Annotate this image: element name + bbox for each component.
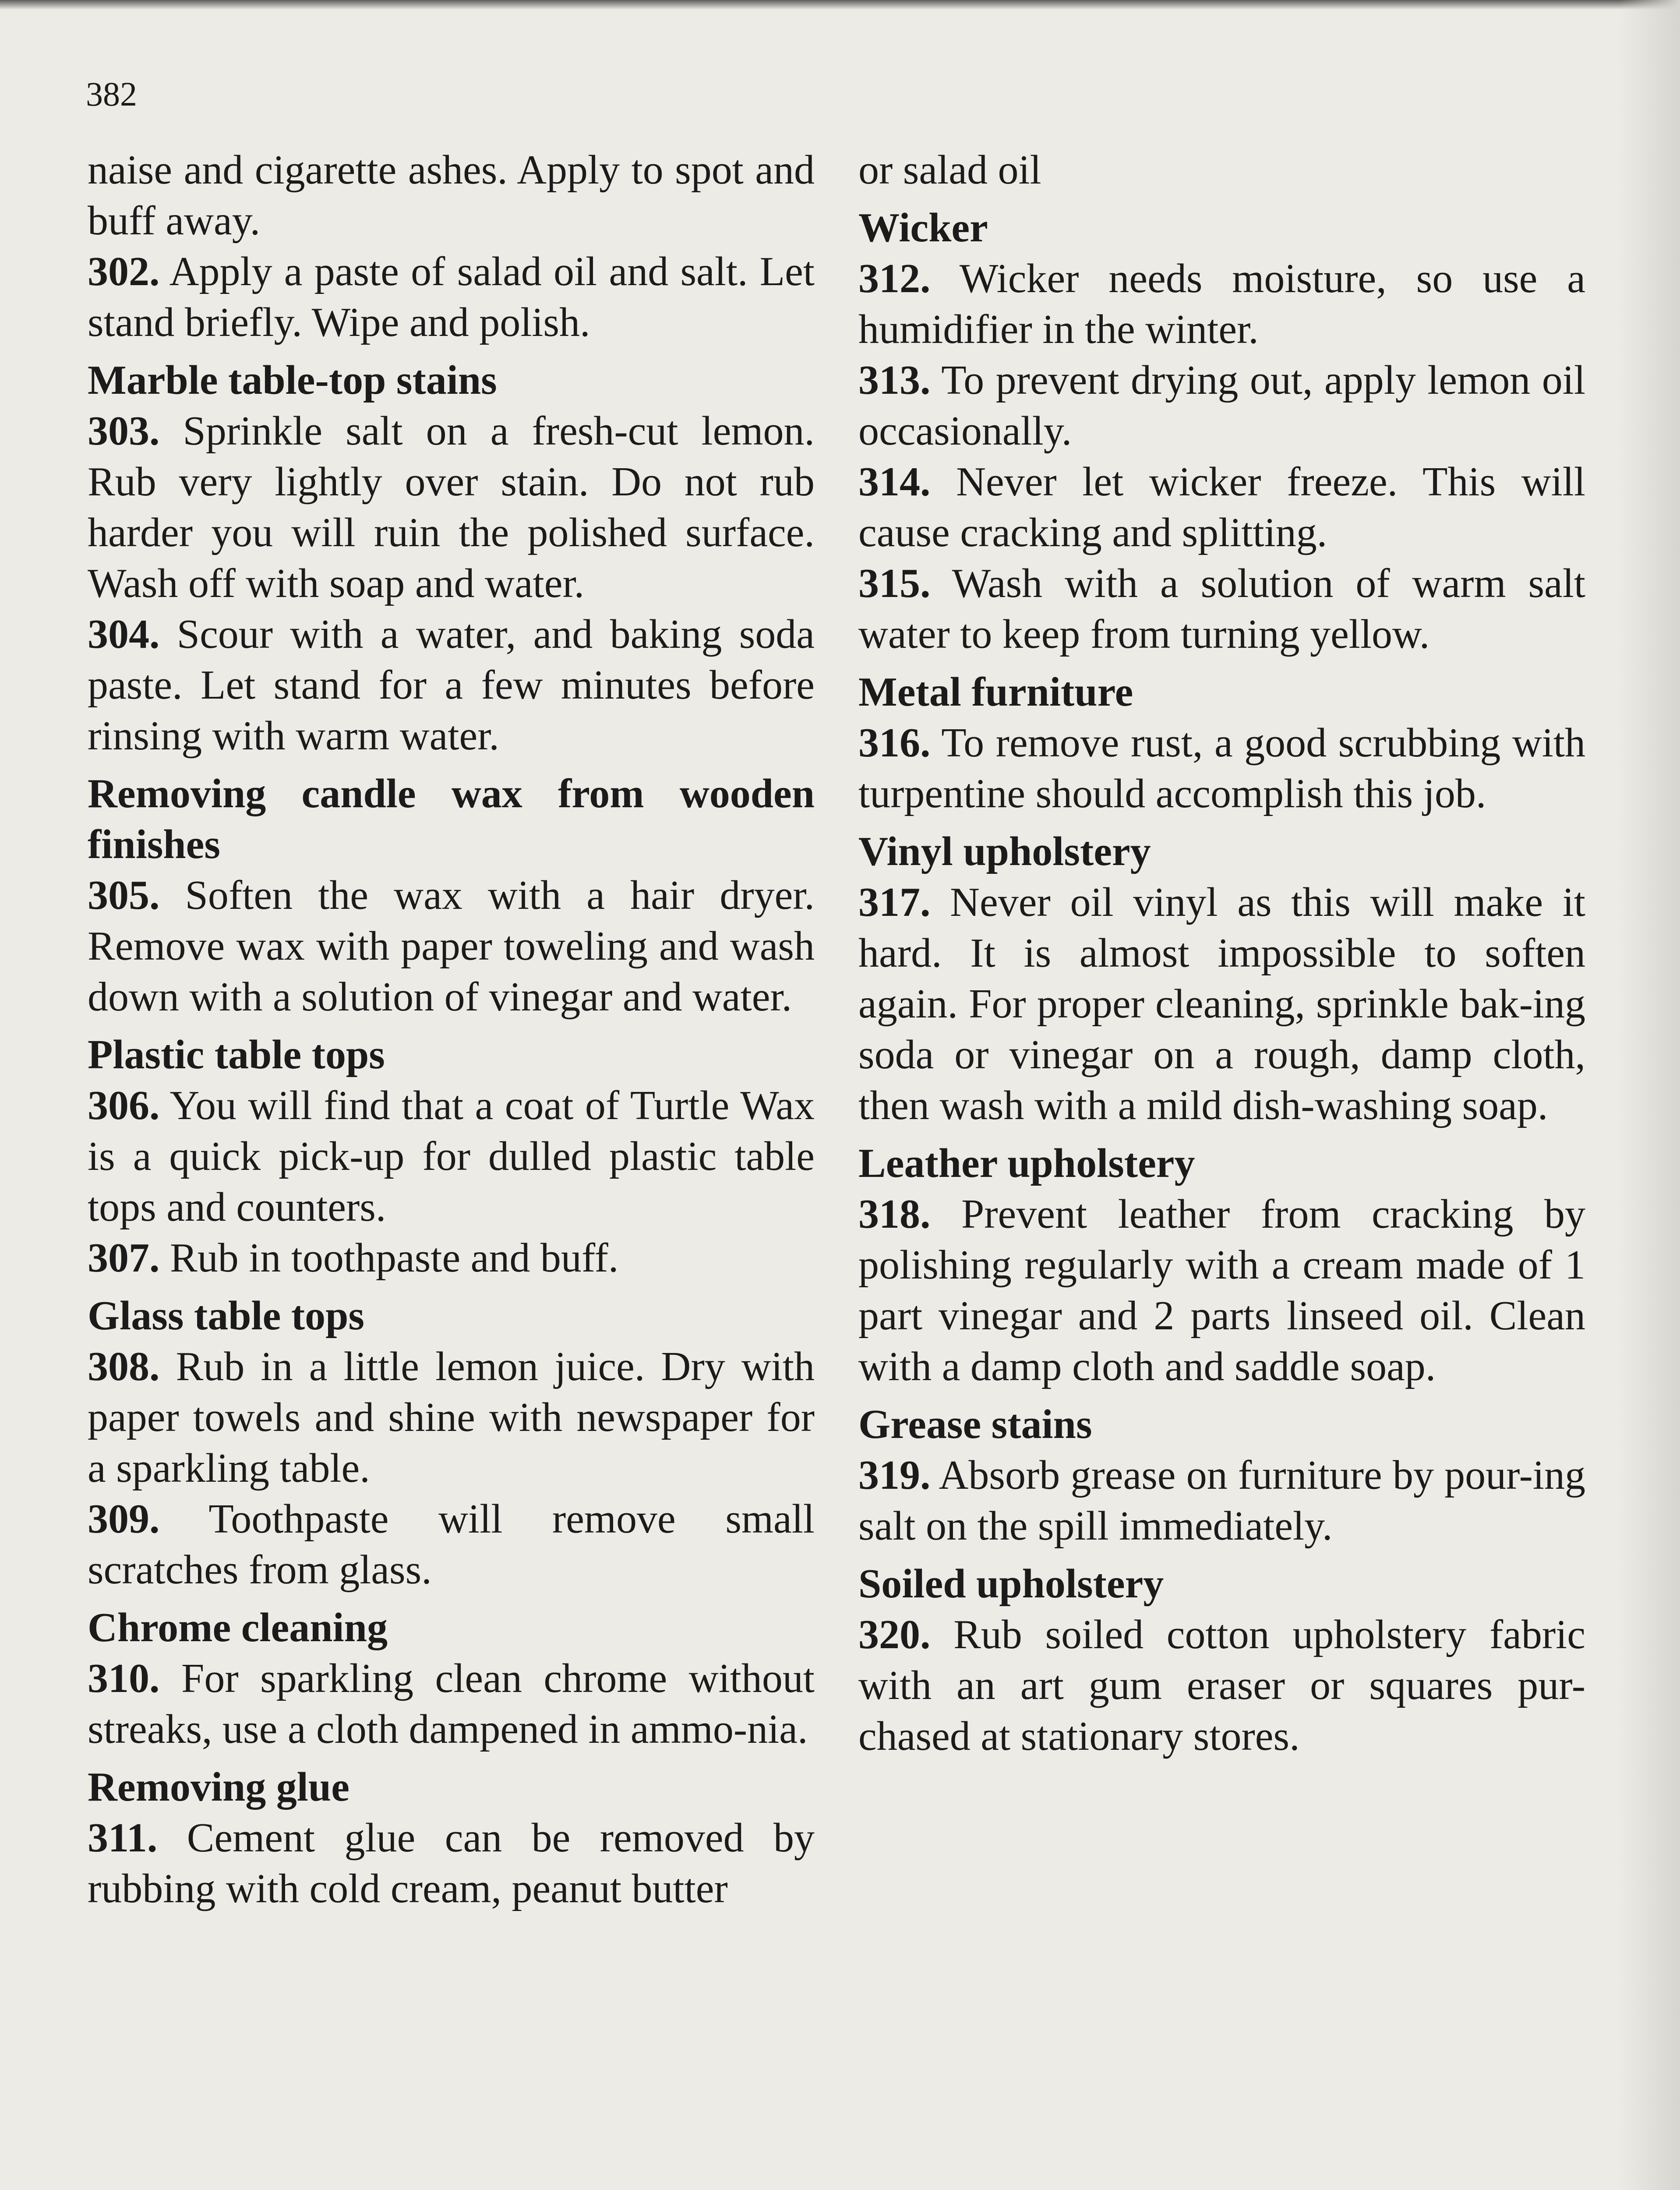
tip-312: 312. Wicker needs moisture, so use a humidifier in the winter. (858, 256, 1585, 352)
continuation-text: naise and cigarette ashes. Apply to spot and buff away. (88, 147, 815, 244)
heading-chrome-cleaning: Chrome cleaning (88, 1605, 388, 1650)
tip-309: 309. Toothpaste will remove small scratches from glass. (88, 1496, 815, 1593)
tip-308: 308. Rub in a little lemon juice. Dry with paper towels and shine with newspaper for a sparkling table. (88, 1344, 815, 1491)
heading-leather-upholstery: Leather upholstery (858, 1141, 1195, 1186)
heading-metal-furniture: Metal furniture (858, 669, 1133, 715)
heading-marble-stains: Marble table-top stains (88, 357, 497, 403)
tip-302: 302. Apply a paste of salad oil and salt. Let stand briefly. Wipe and polish. (88, 249, 815, 345)
tip-318: 318. Prevent leather from cracking by polishing regularly with a cream made of 1 part vinegar and 2 parts linseed oil. Clean with a damp cloth and saddle soap. (858, 1191, 1585, 1389)
tip-314: 314. Never let wicker freeze. This will cause cracking and splitting. (858, 459, 1585, 555)
tip-311: 311. Cement glue can be removed by rubbing with cold cream, peanut butter (88, 1815, 815, 1911)
heading-removing-glue: Removing glue (88, 1764, 349, 1810)
tip-304: 304. Scour with a water, and baking soda paste. Let stand for a few minutes before rinsing with warm water. (88, 611, 815, 759)
tip-319: 319. Absorb grease on furniture by pour-ing salt on the spill immediately. (858, 1452, 1585, 1549)
tip-310: 310. For sparkling clean chrome without streaks, use a cloth dampened in ammo-nia. (88, 1656, 815, 1752)
heading-wicker: Wicker (858, 205, 988, 251)
heading-glass-tops: Glass table tops (88, 1293, 364, 1339)
tip-307: 307. Rub in toothpaste and buff. (88, 1235, 619, 1281)
tip-313: 313. To prevent drying out, apply lemon oil occasionally. (858, 357, 1585, 454)
heading-candle-wax: Removing candle wax from wooden finishes (88, 771, 815, 867)
heading-grease-stains: Grease stains (858, 1402, 1092, 1447)
tip-316: 316. To remove rust, a good scrubbing with turpentine should accomplish this job. (858, 720, 1585, 816)
tip-305: 305. Soften the wax with a hair dryer. Remove wax with paper toweling and wash down with a solution of vinegar and water. (88, 872, 815, 1020)
right-column (858, 145, 1585, 1762)
tip-315: 315. Wash with a solution of warm salt water to keep from turning yellow. (858, 561, 1585, 657)
tip-320: 320. Rub soiled cotton upholstery fabric with an art gum eraser or squares pur-chased at stationary stores. (858, 1612, 1585, 1759)
page-number: 382 (86, 75, 137, 113)
heading-vinyl-upholstery: Vinyl upholstery (858, 829, 1151, 874)
continuation-text: or salad oil (858, 147, 1041, 193)
tip-303: 303. Sprinkle salt on a fresh-cut lemon. Rub very lightly over stain. Do not rub harder you will ruin the polished surface. Wash off with soap and water. (88, 408, 815, 606)
heading-soiled-upholstery: Soiled upholstery (858, 1561, 1164, 1607)
heading-plastic-tops: Plastic table tops (88, 1032, 385, 1077)
tip-317: 317. Never oil vinyl as this will make it hard. It is almost impossible to soften again. For proper cleaning, sprinkle bak-ing soda or vinegar on a rough, damp cloth, then wash with a mild dish-washing soap. (858, 880, 1585, 1128)
left-column (88, 145, 815, 1914)
page-right-edge (1619, 0, 1680, 2190)
page-top-shadow (0, 0, 1680, 10)
tip-306: 306. You will find that a coat of Turtle Wax is a quick pick-up for dulled plastic table tops and counters. (88, 1083, 815, 1230)
